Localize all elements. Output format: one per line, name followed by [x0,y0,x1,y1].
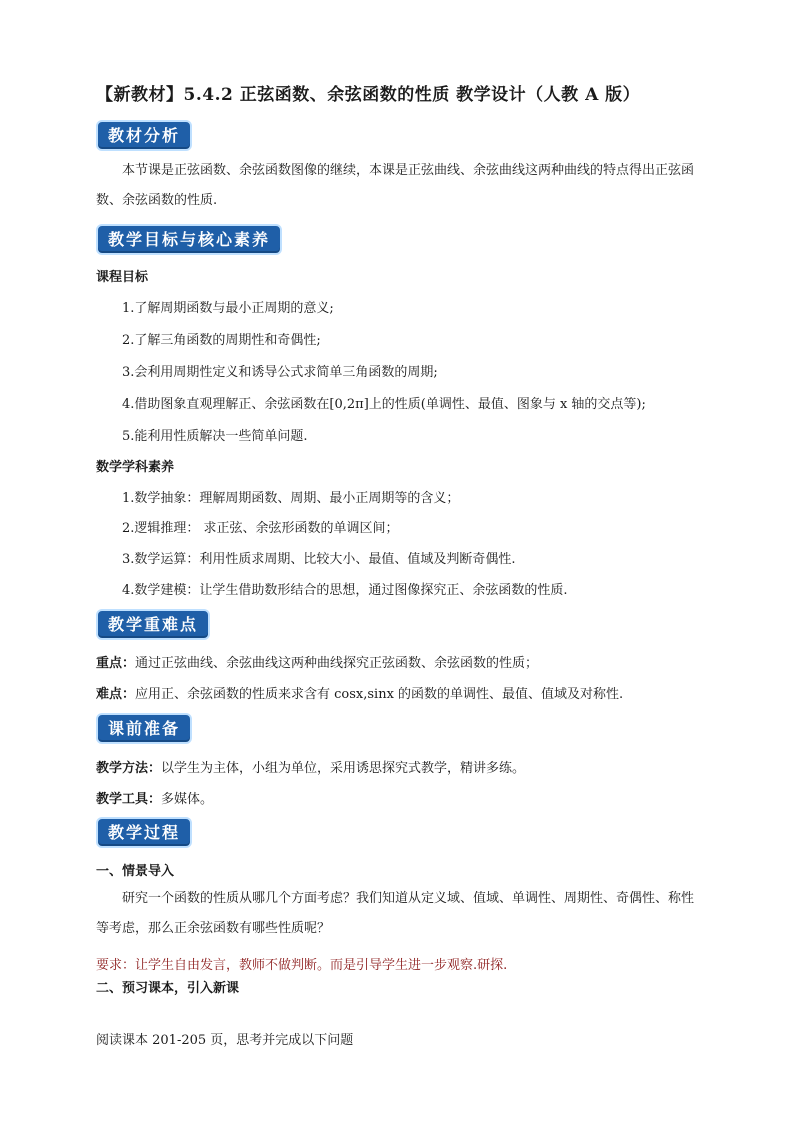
teaching-tools [96,788,213,807]
course-goals-heading: 课程目标 [96,270,149,285]
teaching-tools-text: 多媒体。 [161,792,214,807]
literacy-1: 1.数学抽象：理解周期函数、周期、最小正周期等的含义； [122,491,460,506]
section-badge-goals: 教学目标与核心素养 [96,224,282,255]
key-point [96,652,538,671]
teaching-method-label: 教学方法： [96,761,162,776]
course-goal-5: 5.能利用性质解决一些简单问题. [122,429,308,444]
difficult-point-label: 难点： [96,687,136,702]
key-point-label: 重点： [96,656,136,671]
literacy-4: 4.数学建模：让学生借助数形结合的思想，通过图像探究正、余弦函数的性质. [122,583,568,598]
section-badge-keypoints: 教学重难点 [96,609,210,640]
key-point-text: 通过正弦曲线、余弦曲线这两种曲线探究正弦函数、余弦函数的性质； [135,656,539,671]
literacy-2: 2.逻辑推理： 求正弦、余弦形函数的单调区间； [122,521,399,536]
part1-paragraph: 研究一个函数的性质从哪几个方面考虑？我们知道从定义域、值域、单调性、周期性、奇偶性、称性等考虑，那么正余弦函数有哪些性质呢？ [96,891,695,936]
section-badge-analysis: 教材分析 [96,120,192,151]
difficult-point-text: 应用正、余弦函数的性质来求含有 cosx,sinx 的函数的单调性、最值、值域及对称性. [135,687,624,702]
part2-heading: 二、预习课本，引入新课 [96,981,240,996]
requirement-note: 要求：让学生自由发言，教师不做判断。而是引导学生进一步观察.研探. [96,958,508,973]
teaching-method-text: 以学生为主体，小组为单位，采用诱思探究式教学，精讲多练。 [161,761,526,776]
section-badge-prep: 课前准备 [96,713,192,744]
teaching-tools-label: 教学工具： [96,792,162,807]
literacy-3: 3.数学运算：利用性质求周期、比较大小、最值、值域及判断奇偶性. [122,552,516,567]
reading-instruction: 阅读课本 201-205 页，思考并完成以下问题 [96,1033,354,1048]
part1-heading: 一、情景导入 [96,864,175,879]
course-goal-1: 1.了解周期函数与最小正周期的意义; [122,301,334,316]
course-goal-3: 3.会利用周期性定义和诱导公式求简单三角函数的周期; [122,365,438,380]
difficult-point [96,683,623,702]
section-badge-process: 教学过程 [96,817,192,848]
course-goal-2: 2.了解三角函数的周期性和奇偶性; [122,333,321,348]
course-goal-4: 4.借助图象直观理解正、余弦函数在[0,2π]上的性质(单调性、最值、图象与 x 轴的交点等); [122,397,646,412]
literacy-heading: 数学学科素养 [96,460,175,475]
teaching-method [96,757,525,776]
analysis-paragraph: 本节课是正弦函数、余弦函数图像的继续，本课是正弦曲线、余弦曲线这两种曲线的特点得出正弦函数、余弦函数的性质. [96,163,695,208]
document-title: 【新教材】5.4.2 正弦函数、余弦函数的性质 教学设计（人教 A 版） [96,85,641,105]
